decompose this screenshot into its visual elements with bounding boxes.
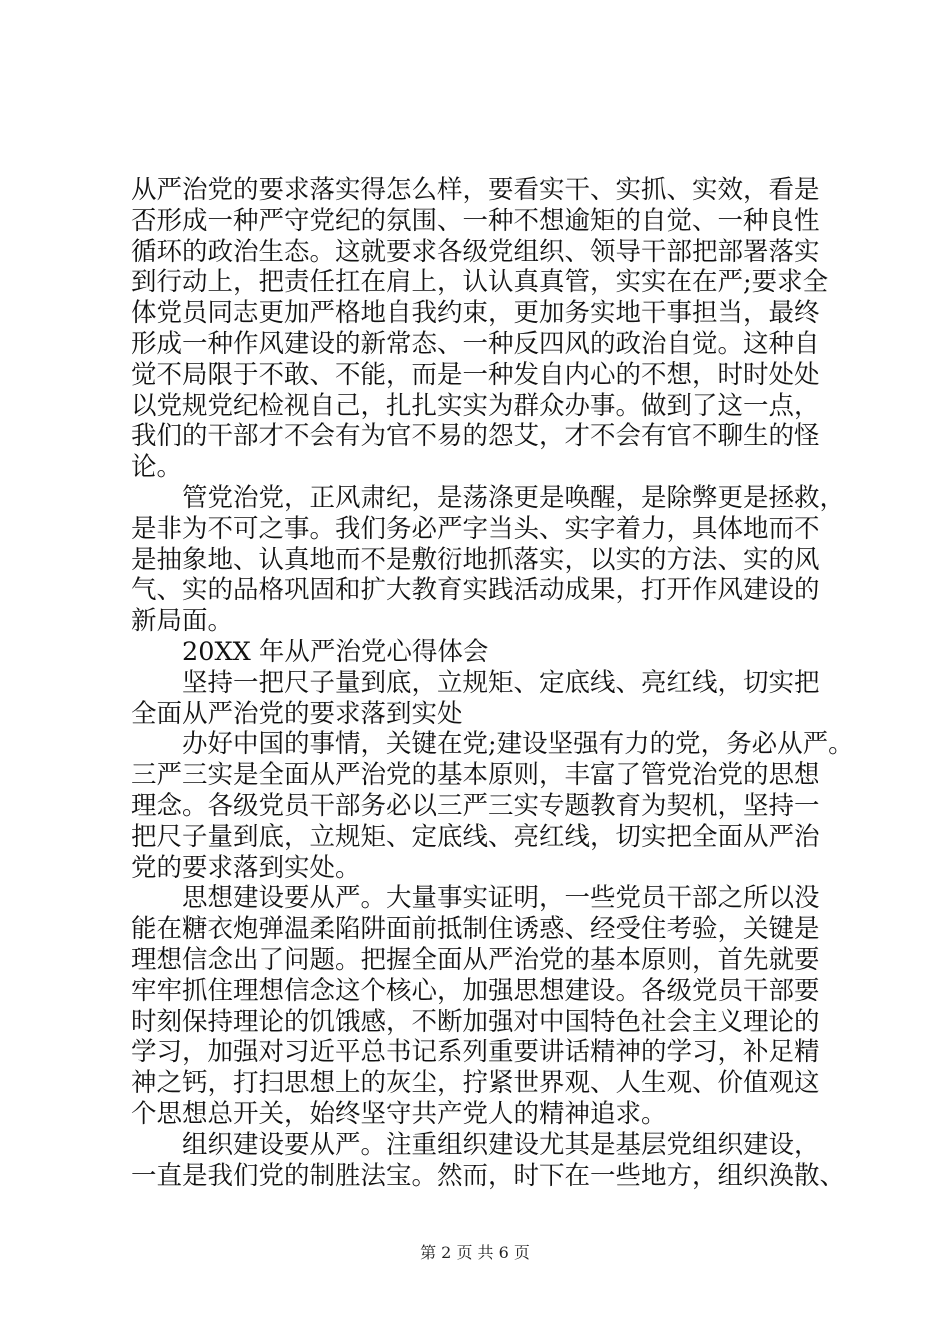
text-line: 神之钙，打扫思想上的灰尘，拧紧世界观、人生观、价值观这 xyxy=(131,1068,820,1099)
text-line: 到行动上，把责任扛在肩上，认认真真管，实实在在严;要求全 xyxy=(131,267,829,298)
text-line: 理想信念出了问题。把握全面从严治党的基本原则，首先就要 xyxy=(131,944,820,975)
text-line: 党的要求落到实处。 xyxy=(131,852,361,883)
text-line: 从严治党的要求落实得怎么样，要看实干、实抓、实效，看是 xyxy=(131,175,820,205)
text-line: 个思想总开关，始终坚守共产党人的精神追求。 xyxy=(131,1098,667,1129)
text-line: 循环的政治生态。这就要求各级党组织、领导干部把部署落实 xyxy=(131,236,820,267)
text-line: 论。 xyxy=(131,452,183,483)
text-line: 以党规党纪检视自己，扎扎实实为群众办事。做到了这一点， xyxy=(131,390,820,421)
text-line: 气、实的品格巩固和扩大教育实践活动成果，打开作风建设的 xyxy=(131,575,820,606)
paragraph-first-line: 20XX 年从严治党心得体会 xyxy=(182,636,489,667)
paragraph-first-line: 管党治党，正风肃纪，是荡涤更是唤醒，是除弊更是拯救， xyxy=(182,482,846,513)
text-line: 牢牢抓住理想信念这个核心，加强思想建设。各级党员干部要 xyxy=(131,975,820,1006)
text-line: 学习，加强对习近平总书记系列重要讲话精神的学习，补足精 xyxy=(131,1037,820,1068)
paragraph-first-line: 坚持一把尺子量到底，立规矩、定底线、亮红线，切实把 xyxy=(182,667,820,698)
text-line: 三严三实是全面从严治党的基本原则，丰富了管党治党的思想 xyxy=(131,760,820,791)
text-line: 一直是我们党的制胜法宝。然而，时下在一些地方，组织涣散、 xyxy=(131,1160,846,1191)
document-body xyxy=(131,175,854,1191)
text-line: 觉不局限于不敢、不能，而是一种发自内心的不想，时时处处 xyxy=(131,359,820,390)
text-line: 全面从严治党的要求落到实处 xyxy=(131,698,463,729)
text-line: 是抽象地、认真地而不是敷衍地抓落实，以实的方法、实的风 xyxy=(131,544,820,575)
text-line: 体党员同志更加严格地自我约束，更加务实地干事担当，最终 xyxy=(131,298,820,329)
text-line: 理念。各级党员干部务必以三严三实专题教育为契机，坚持一 xyxy=(131,790,820,821)
text-line: 时刻保持理论的饥饿感，不断加强对中国特色社会主义理论的 xyxy=(131,1006,820,1037)
text-line: 新局面。 xyxy=(131,606,234,637)
text-line: 否形成一种严守党纪的氛围、一种不想逾矩的自觉、一种良性 xyxy=(131,205,820,236)
text-line: 把尺子量到底，立规矩、定底线、亮红线，切实把全面从严治 xyxy=(131,821,820,852)
text-line: 是非为不可之事。我们务必严字当头、实字着力，具体地而不 xyxy=(131,513,820,544)
text-line: 能在糖衣炮弹温柔陷阱面前抵制住诱惑、经受住考验，关键是 xyxy=(131,914,820,945)
paragraph-first-line: 办好中国的事情，关键在党;建设坚强有力的党，务必从严。 xyxy=(182,729,854,760)
text-line: 我们的干部才不会有为官不易的怨艾，才不会有官不聊生的怪 xyxy=(131,421,820,452)
text-line: 形成一种作风建设的新常态、一种反四风的政治自觉。这种自 xyxy=(131,328,820,359)
paragraph-first-line: 思想建设要从严。大量事实证明，一些党员干部之所以没 xyxy=(182,883,820,914)
paragraph-first-line: 组织建设要从严。注重组织建设尤其是基层党组织建设， xyxy=(182,1129,820,1160)
page-number-footer: 第 2 页 共 6 页 xyxy=(420,1243,530,1262)
